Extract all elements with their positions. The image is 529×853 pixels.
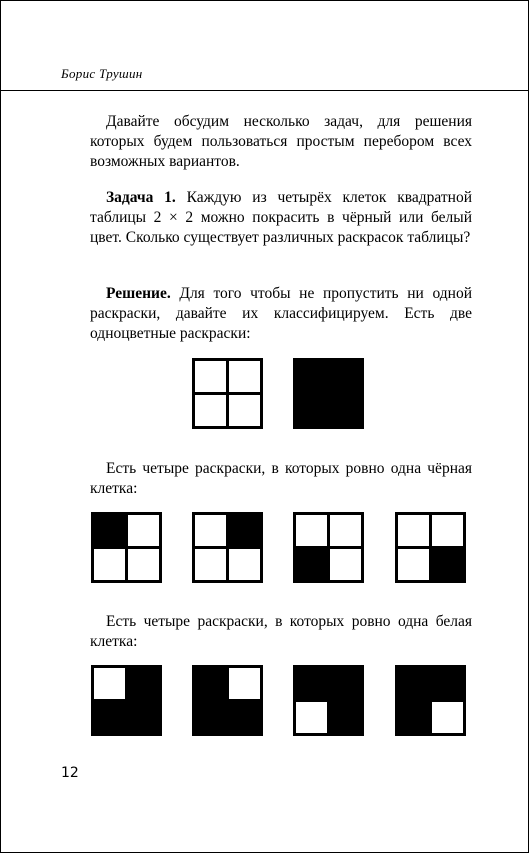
task-label: Задача 1.: [106, 189, 176, 206]
grid-cell-top-right: [330, 668, 361, 699]
grid-cell-top-right: [128, 515, 159, 546]
grid-cell-top-right: [229, 361, 260, 392]
grid-cell-top-right: [128, 668, 159, 699]
grid-cell-top-left: [296, 361, 329, 394]
coloring-one-white-4: [395, 665, 466, 736]
grid-cell-bottom-left: [398, 549, 429, 580]
grid-cell-bottom-left: [296, 702, 327, 733]
one-black-paragraph: [90, 459, 472, 499]
grid-cell-top-left: [398, 668, 429, 699]
grid-cell-bottom-right: [329, 394, 362, 427]
grid-cell-top-left: [296, 515, 327, 546]
grid-cell-bottom-right: [128, 702, 159, 733]
grid-cell-top-right: [229, 515, 260, 546]
task-paragraph: [90, 188, 472, 248]
one-white-text: Есть четыре раскраски, в которых ровно одна белая клетка:: [90, 613, 472, 650]
grid-cell-bottom-right: [432, 702, 463, 733]
solution-text: Для того чтобы не пропустить ни одной раскраски, давайте их классифицируем. Есть две одноцветные раскраски:: [90, 285, 472, 342]
grid-cell-bottom-right: [128, 549, 159, 580]
grid-cell-top-right: [329, 361, 362, 394]
grid-cell-bottom-left: [195, 702, 226, 733]
grid-cell-bottom-left: [195, 395, 226, 426]
intro-paragraph: [90, 112, 472, 172]
grid-cell-top-left: [94, 668, 125, 699]
grid-cell-top-right: [330, 515, 361, 546]
solution-paragraph: [90, 284, 472, 344]
coloring-one-white-2: [192, 665, 263, 736]
grid-cell-bottom-right: [229, 549, 260, 580]
coloring-one-black-1: [91, 512, 162, 583]
grid-cell-top-left: [398, 515, 429, 546]
grid-cell-bottom-left: [398, 702, 429, 733]
coloring-one-black-2: [192, 512, 263, 583]
running-head-author: Борис Трушин: [61, 66, 143, 81]
coloring-one-white-1: [91, 665, 162, 736]
grid-cell-bottom-right: [229, 702, 260, 733]
grid-cell-top-right: [229, 668, 260, 699]
grid-cell-top-left: [195, 668, 226, 699]
grid-cell-top-right: [432, 515, 463, 546]
task-text: Каждую из четырёх клеток квадратной таблицы 2 × 2 можно покрасить в чёрный или белый цвет. Сколько существует различных раскрасок таблицы?: [90, 189, 472, 246]
one-black-text: Есть четыре раскраски, в которых ровно одна чёрная клетка:: [90, 460, 472, 497]
coloring-one-black-4: [395, 512, 466, 583]
grid-cell-top-left: [195, 515, 226, 546]
grid-cell-bottom-left: [296, 549, 327, 580]
grid-cell-top-left: [296, 668, 327, 699]
grid-cell-bottom-left: [195, 549, 226, 580]
grid-cell-bottom-right: [229, 395, 260, 426]
one-white-paragraph: [90, 612, 472, 652]
grid-cell-bottom-right: [432, 549, 463, 580]
grid-cell-top-right: [432, 668, 463, 699]
coloring-all-white: [192, 358, 263, 429]
grid-cell-bottom-right: [330, 702, 361, 733]
intro-text: Давайте обсудим несколько задач, для решения которых будем пользоваться простым перебором всех возможных вариантов.: [90, 113, 472, 170]
grid-cell-bottom-left: [296, 394, 329, 427]
grid-cell-top-left: [195, 361, 226, 392]
coloring-all-black: [293, 358, 364, 429]
coloring-one-white-3: [293, 665, 364, 736]
coloring-one-black-3: [293, 512, 364, 583]
page-number: 12: [61, 765, 79, 781]
grid-cell-bottom-left: [94, 549, 125, 580]
header-rule: [0, 90, 529, 91]
grid-cell-bottom-left: [94, 702, 125, 733]
grid-cell-top-left: [94, 515, 125, 546]
grid-cell-bottom-right: [330, 549, 361, 580]
solution-label: Решение.: [106, 285, 171, 302]
